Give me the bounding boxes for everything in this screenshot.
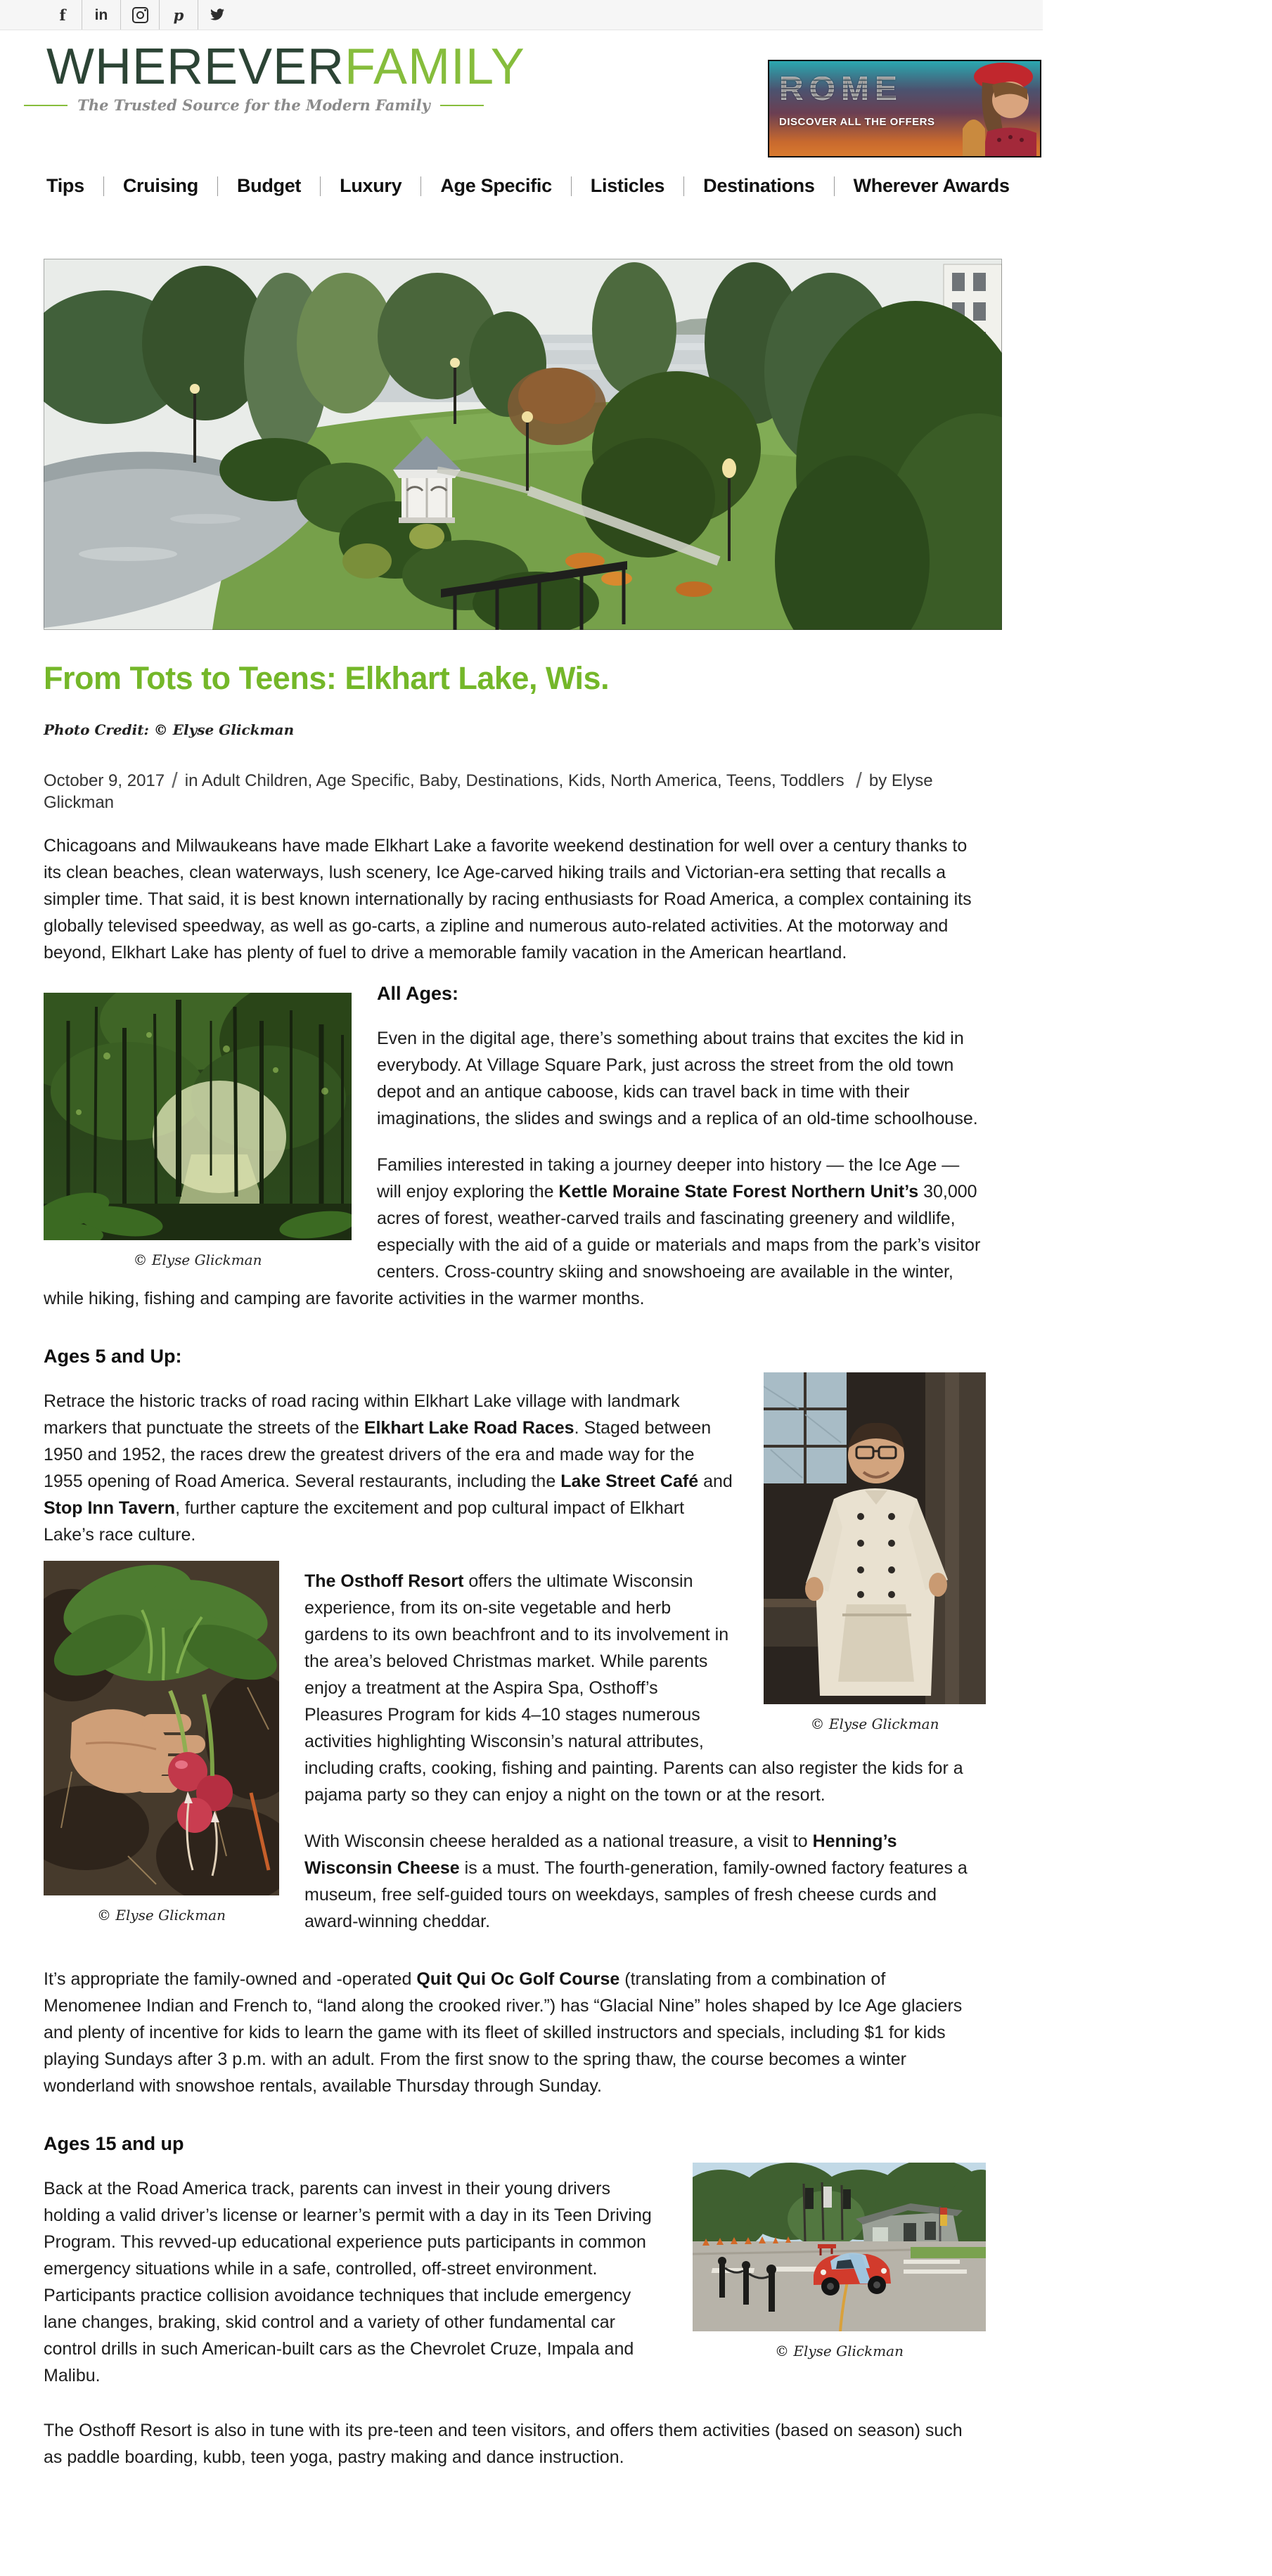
- meta-divider: /: [172, 768, 178, 792]
- main-nav: [46, 175, 1043, 197]
- nav-wherever-awards[interactable]: Wherever Awards: [853, 175, 1010, 196]
- nav-luxury[interactable]: Luxury: [340, 175, 402, 196]
- facebook-icon: f: [59, 6, 66, 24]
- logo-word-family: FAMILY: [345, 39, 525, 95]
- nav-budget[interactable]: Budget: [236, 175, 302, 196]
- section-all-ages: [44, 981, 986, 1312]
- logo-word-wherever: WHEREVER: [46, 39, 345, 95]
- radish-caption: © Elyse Glickman: [97, 1907, 226, 1924]
- hero-image: [44, 259, 1002, 630]
- link-hennings-wisconsin-cheese[interactable]: Henning’s Wisconsin Cheese: [304, 1831, 897, 1878]
- all-ages-paragraph-2: Families interested in taking a journey deeper into history — the Ice Age — will enjoy exploring the Kettle Moraine State Forest Northern Unit’s 30,000 acres of forest, weather-carved trails and fascinating greenery and wildlife, especially with the aid of a guide or materials and maps from the park’s visitor centers. Cross-country skiing and snowshoeing are available in the winter, while hiking, fishing and camping are favorite activities in the warmer months.: [44, 1155, 981, 1308]
- meta-divider: /: [856, 768, 862, 792]
- linkedin-icon: in: [94, 6, 108, 23]
- tagline-dash-right: [440, 105, 484, 106]
- radish-figure: [44, 1561, 279, 1924]
- nav-tips[interactable]: Tips: [46, 175, 84, 196]
- link-kettle-moraine[interactable]: Kettle Moraine State Forest Northern Unit’s: [558, 1182, 919, 1202]
- ages5-paragraph-3: With Wisconsin cheese heralded as a national treasure, a visit to Henning’s Wisconsin Cheese is a must. The fourth-generation, family-owned factory features a museum, free self-guided tours on weekdays, samples of fresh cheese curds and award-winning cheddar.: [304, 1831, 968, 1931]
- post-categories[interactable]: in Adult Children, Age Specific, Baby, Destinations, Kids, North America, Teens, Toddlers: [184, 771, 844, 790]
- chef-figure: [764, 1372, 986, 1732]
- site-header: [0, 30, 1043, 147]
- intro-paragraph: Chicagoans and Milwaukeans have made Elkhart Lake a favorite weekend destination for well over a century thanks to its clean beaches, clean waterways, lush scenery, Ice Age-carved hiking trails and Victorian-era setting that recalls a simpler time. That said, it is best known internationally by racing enthusiasts for Road America, a complex containing its globally televised speedway, as well as go-carts, a zipline and numerous auto-related activities. At the motorway and beyond, Elkhart Lake has plenty of fuel to drive a memorable family vacation in the American heartland.: [44, 836, 972, 962]
- twitter-icon: [210, 8, 225, 21]
- social-bar: [0, 0, 1043, 30]
- nav-divider: [571, 176, 572, 196]
- pinterest-link[interactable]: [160, 0, 198, 30]
- logo-tagline-row: [46, 96, 461, 114]
- ad-subtitle: DISCOVER ALL THE OFFERS: [779, 116, 935, 128]
- chef-image: [764, 1372, 986, 1704]
- nav-age-specific[interactable]: Age Specific: [440, 175, 552, 196]
- racecar-caption: © Elyse Glickman: [775, 2343, 904, 2359]
- instagram-icon: [132, 7, 148, 23]
- ad-person-illustration: [949, 61, 1040, 156]
- post-date: October 9, 2017: [44, 771, 165, 790]
- radish-image: [44, 1561, 279, 1895]
- nav-divider: [683, 176, 684, 196]
- all-ages-paragraph-1: Even in the digital age, there’s something about trains that excites the kid in everybody. At Village Square Park, just across the street from the old town depot and an antique caboose, kids can travel back in time with their imaginations, the slides and swings and a replica of an old-time schoolhouse.: [377, 1029, 978, 1128]
- forest-figure: [44, 993, 352, 1268]
- photo-credit: Photo Credit: © Elyse Glickman: [44, 721, 295, 738]
- ages5-paragraph-2: The Osthoff Resort offers the ultimate Wisconsin experience, from its on-site vegetable and herb gardens to its own beachfront and to its involvement in the area’s beloved Christmas market. While parents enjoy a treatment at the Aspira Spa, Osthoff’s Pleasures Program for kids 4–10 stages numerous activities highlighting Wisconsin’s natural attributes, including crafts, cooking, fishing and painting. Parents can also register the kids for a pajama party so they can enjoy a night on the town or at the resort.: [304, 1571, 963, 1805]
- nav-divider: [103, 176, 104, 196]
- ad-text: [779, 72, 935, 128]
- nav-divider: [420, 176, 421, 196]
- chef-caption: © Elyse Glickman: [810, 1715, 939, 1732]
- section-ages-15-up: [44, 2132, 986, 2471]
- nav-divider: [834, 176, 835, 196]
- nav-divider: [320, 176, 321, 196]
- link-osthoff-resort[interactable]: The Osthoff Resort: [304, 1571, 464, 1591]
- forest-image: [44, 993, 352, 1240]
- pinterest-icon: p: [173, 6, 184, 24]
- twitter-link[interactable]: [198, 0, 236, 30]
- ad-title: ROME: [779, 72, 935, 106]
- link-lake-street-cafe[interactable]: Lake Street Café: [560, 1471, 699, 1491]
- link-elkhart-lake-road-races[interactable]: Elkhart Lake Road Races: [364, 1418, 574, 1438]
- bottom-spacer: [44, 2471, 986, 2576]
- rome-ad-banner[interactable]: [768, 60, 1041, 157]
- ages15-paragraph-2: The Osthoff Resort is also in tune with its pre-teen and teen visitors, and offers them activities (based on season) such as paddle boarding, kubb, teen yoga, pastry making and dance instruction.: [44, 2421, 963, 2467]
- section-ages-5-up: [44, 1344, 986, 1935]
- link-stop-inn-tavern[interactable]: Stop Inn Tavern: [44, 1498, 176, 1518]
- nav-divider: [217, 176, 218, 196]
- golf-paragraph: It’s appropriate the family-owned and -operated Quit Qui Oc Golf Course (translating from a combination of Menomenee Indian and French to, “land along the crooked river.”) has “Glacial Nine” holes shaped by Ice Age glaciers and plenty of incentive for kids to learn the game with its fleet of skilled instructors and specials, including $1 for kids playing Sundays after 3 p.m. with an adult. From the first snow to the spring thaw, the course becomes a winter wonderland with snowshoe rentals, available Thursday through Sunday.: [44, 1969, 963, 2096]
- heading-ages-5-up: Ages 5 and Up:: [44, 1346, 182, 1367]
- page-title: From Tots to Teens: Elkhart Lake, Wis.: [44, 660, 610, 696]
- nav-cruising[interactable]: Cruising: [122, 175, 198, 196]
- post-meta: [44, 768, 986, 813]
- article: [44, 259, 986, 2576]
- logo-tagline: The Trusted Source for the Modern Family: [77, 96, 430, 114]
- forest-caption: © Elyse Glickman: [133, 1251, 262, 1268]
- linkedin-link[interactable]: [82, 0, 121, 30]
- instagram-link[interactable]: [121, 0, 160, 30]
- post-author[interactable]: by Elyse Glickman: [44, 771, 933, 812]
- ages5-paragraph-1: Retrace the historic tracks of road racing within Elkhart Lake village with landmark markers that punctuate the streets of the Elkhart Lake Road Races. Staged between 1950 and 1952, the races drew the greatest drivers of the era and made way for the 1955 opening of Road America. Several restaurants, including the Lake Street Café and Stop Inn Tavern, further capture the excitement and pop cultural impact of Elkhart Lake’s race culture.: [44, 1391, 733, 1545]
- tagline-dash-left: [24, 105, 68, 106]
- heading-ages-15-up: Ages 15 and up: [44, 2133, 184, 2154]
- facebook-link[interactable]: [44, 0, 82, 30]
- heading-all-ages: All Ages:: [377, 983, 459, 1004]
- link-quit-qui-oc-golf[interactable]: Quit Qui Oc Golf Course: [416, 1969, 620, 1989]
- racecar-figure: [693, 2163, 986, 2359]
- nav-destinations[interactable]: Destinations: [703, 175, 815, 196]
- ages15-paragraph-1: Back at the Road America track, parents can invest in their young drivers holding a valid driver’s license or learner’s permit with a day in its Teen Driving Program. This revved-up educational experience puts participants in common emergency situations while in a safe, controlled, off-street environment. Participants practice collision avoidance techniques that include emergency lane changes, braking, skid control and a variety of other fundamental car control drills in such American-built cars as the Chevrolet Cruze, Impala and Malibu.: [44, 2179, 652, 2385]
- nav-listicles[interactable]: Listicles: [590, 175, 665, 196]
- racecar-image: [693, 2163, 986, 2331]
